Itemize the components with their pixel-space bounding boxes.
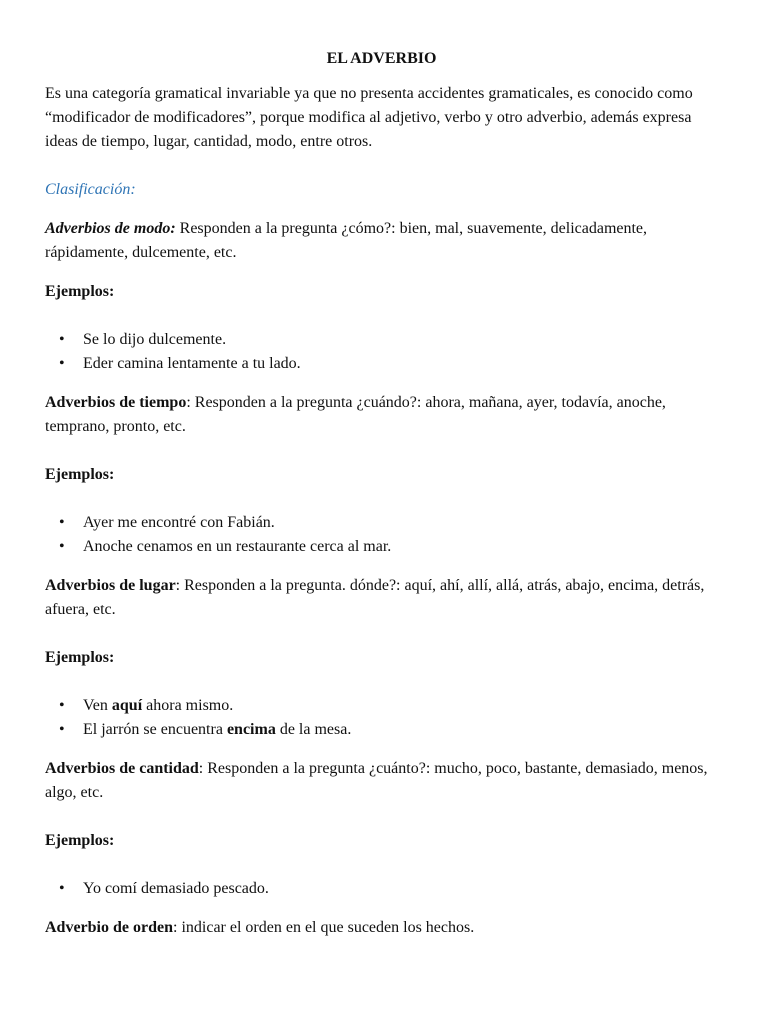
examples-label-cantidad: Ejemplos: xyxy=(45,832,115,849)
definition-modo: Responden a la pregunta ¿cómo?: bien, mal, suavemente, delicadamente, rápidamente, dulcemente, etc. xyxy=(45,220,648,261)
term-orden: Adverbio de orden xyxy=(45,919,173,936)
definition-lugar: : Responden a la pregunta. dónde?: aquí, ahí, allí, allá, atrás, abajo, encima, detrás, afuera, etc. xyxy=(45,577,705,618)
bullet-icon: • xyxy=(59,514,65,531)
examples-list-modo xyxy=(45,328,718,376)
intro-paragraph: Es una categoría gramatical invariable ya que no presenta accidentes gramaticales, es conocido como “modificador de modificadores”, porque modifica al adjetivo, verbo y otro adverbio, además expresa ideas de tiempo, lugar, cantidad, modo, entre otros. xyxy=(45,85,693,150)
examples-list-cantidad xyxy=(45,877,718,901)
bullet-icon: • xyxy=(59,331,65,348)
term-modo: Adverbios de modo: xyxy=(45,220,176,237)
definition-orden: : indicar el orden en el que suceden los hechos. xyxy=(173,919,475,936)
examples-label-modo: Ejemplos: xyxy=(45,283,115,300)
list-item: • Yo comí demasiado pescado. xyxy=(83,877,718,901)
list-item: • El jarrón se encuentra encima de la mesa. xyxy=(83,718,718,742)
list-item: • Ayer me encontré con Fabián. xyxy=(83,511,718,535)
definition-cantidad: : Responden a la pregunta ¿cuánto?: mucho, poco, bastante, demasiado, menos, algo, etc. xyxy=(45,760,708,801)
document-title: EL ADVERBIO xyxy=(326,50,437,67)
examples-label-tiempo: Ejemplos: xyxy=(45,466,115,483)
list-item: • Se lo dijo dulcemente. xyxy=(83,328,718,352)
term-lugar: Adverbios de lugar xyxy=(45,577,176,594)
bullet-icon: • xyxy=(59,721,65,738)
term-tiempo: Adverbios de tiempo xyxy=(45,394,187,411)
classification-heading: Clasificación: xyxy=(45,181,136,198)
examples-list-tiempo xyxy=(45,511,718,559)
section-lugar xyxy=(45,574,718,622)
list-item: • Eder camina lentamente a tu lado. xyxy=(83,352,718,376)
section-cantidad xyxy=(45,757,718,805)
bullet-icon: • xyxy=(59,880,65,897)
list-item: • Ven aquí ahora mismo. xyxy=(83,694,718,718)
term-cantidad: Adverbios de cantidad xyxy=(45,760,199,777)
bullet-icon: • xyxy=(59,697,65,714)
list-item: • Anoche cenamos en un restaurante cerca al mar. xyxy=(83,535,718,559)
bullet-icon: • xyxy=(59,538,65,555)
section-orden xyxy=(45,916,718,940)
bullet-icon: • xyxy=(59,355,65,372)
examples-label-lugar: Ejemplos: xyxy=(45,649,115,666)
section-tiempo xyxy=(45,391,718,439)
section-modo xyxy=(45,217,718,265)
definition-tiempo: : Responden a la pregunta ¿cuándo?: ahora, mañana, ayer, todavía, anoche, temprano, pronto, etc. xyxy=(45,394,666,435)
examples-list-lugar xyxy=(45,694,718,742)
